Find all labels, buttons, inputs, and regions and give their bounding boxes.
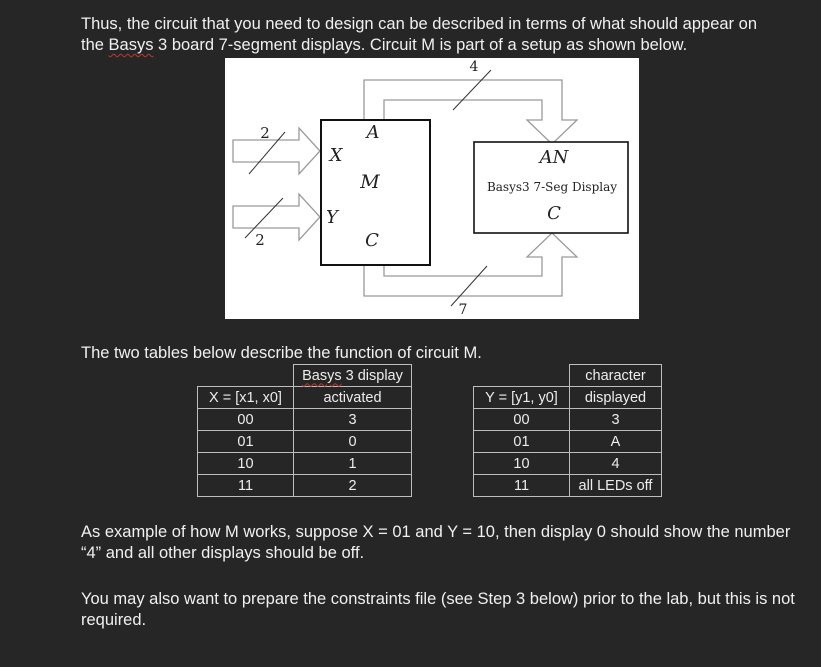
- table-y-cell-y: 00: [474, 409, 570, 431]
- example-paragraph: As example of how M works, suppose X = 01 and Y = 10, then display 0 should show the number “4” and all other displays should be off.: [81, 523, 791, 562]
- label-port-a: A: [366, 122, 380, 143]
- table-x-cell-x: 00: [198, 409, 294, 431]
- table-y-cell-char: A: [570, 431, 662, 453]
- label-port-x: X: [329, 145, 343, 166]
- label-port-an: AN: [539, 147, 569, 168]
- table-row: [474, 453, 662, 475]
- table-x-cell-x: 10: [198, 453, 294, 475]
- table-x-header-col2-line1: [294, 365, 412, 387]
- table-x-cell-display: 2: [294, 475, 412, 497]
- table-y-header-col2-line2: displayed: [570, 387, 662, 409]
- table-x-header-col2-rest: 3 display: [341, 367, 403, 384]
- table-y-cell-char: 4: [570, 453, 662, 475]
- table-x-mapping: [197, 364, 412, 497]
- table-row: [474, 431, 662, 453]
- label-block-m: M: [360, 171, 380, 193]
- intro-paragraph: [81, 14, 781, 56]
- table-x-cell-display: 0: [294, 431, 412, 453]
- slash-bottom: [451, 266, 487, 306]
- input-arrow-y: [233, 194, 320, 240]
- input-arrow-x: [233, 128, 320, 174]
- label-bus-top-width: 4: [469, 59, 479, 75]
- table-y-header-blank: [474, 365, 570, 387]
- intro-text-start: Thus, the circuit that you need to design can be described in terms of what should appear on the: [81, 15, 757, 54]
- label-port-y: Y: [326, 207, 338, 228]
- table-x-header-col2-line2: activated: [294, 387, 412, 409]
- circuit-diagram: [225, 58, 639, 319]
- label-input-x-width: 2: [260, 124, 270, 142]
- intro-basys-word: Basys: [108, 36, 154, 54]
- table-x-header-col1: X = [x1, x0]: [198, 387, 294, 409]
- constraints-note: You may also want to prepare the constraints file (see Step 3 below) prior to the lab, but this is not required.: [81, 590, 795, 629]
- table-x-cell-display: 3: [294, 409, 412, 431]
- circuit-diagram-svg: [225, 58, 639, 319]
- table-row: [198, 475, 412, 497]
- table-x-cell-x: 11: [198, 475, 294, 497]
- table-x-cell-x: 01: [198, 431, 294, 453]
- label-display-name: Basys3 7-Seg Display: [486, 180, 618, 194]
- table-x-header-basys-word: Basys: [302, 367, 342, 384]
- table-row: [474, 475, 662, 497]
- table-y-mapping: [473, 364, 662, 497]
- table-y-cell-y: 11: [474, 475, 570, 497]
- intro-text-end: 3 board 7-segment displays. Circuit M is part of a setup as shown below.: [153, 36, 688, 54]
- table-row: [474, 409, 662, 431]
- table-y-header-col1: Y = [y1, y0]: [474, 387, 570, 409]
- tables-intro: The two tables below describe the function of circuit M.: [81, 344, 482, 362]
- table-y-cell-char: all LEDs off: [570, 475, 662, 497]
- label-bus-bottom-width: 7: [458, 302, 468, 318]
- table-y-cell-char: 3: [570, 409, 662, 431]
- table-row: [198, 409, 412, 431]
- table-y-cell-y: 01: [474, 431, 570, 453]
- label-input-y-width: 2: [255, 231, 265, 249]
- table-x-header-blank: [198, 365, 294, 387]
- table-row: [198, 453, 412, 475]
- label-port-c-display: C: [547, 203, 561, 224]
- table-y-header-col2-line1: character: [570, 365, 662, 387]
- slash-top: [453, 70, 491, 110]
- label-port-c-m: C: [365, 230, 379, 251]
- table-y-cell-y: 10: [474, 453, 570, 475]
- table-x-cell-display: 1: [294, 453, 412, 475]
- table-row: [198, 431, 412, 453]
